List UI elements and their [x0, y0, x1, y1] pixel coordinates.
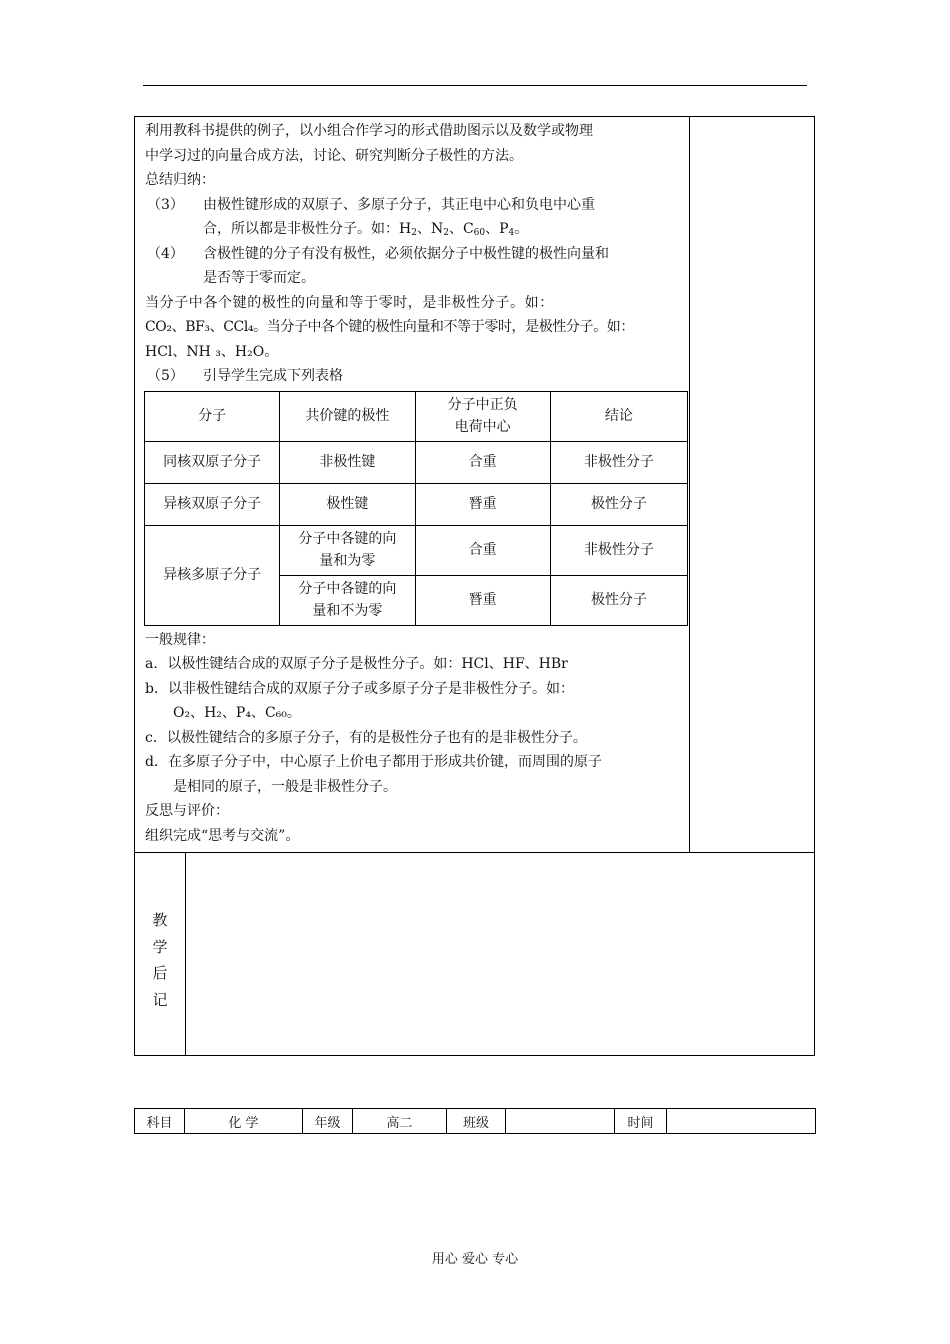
- header-molecule: 分子: [145, 391, 280, 441]
- header-bond-polarity: 共价键的极性: [280, 391, 415, 441]
- formula-n2: $N_2$: [430, 221, 449, 238]
- section-divider: [135, 852, 814, 853]
- subject-label: 科目: [135, 1109, 185, 1134]
- item-3-number: （3）: [147, 196, 184, 213]
- item-4-line-2: 是否等于零而定。: [203, 270, 315, 286]
- item-4-text-1: 含极性键的分子有没有极性，必须依据分子中极性键的极性向量和: [203, 245, 609, 262]
- lesson-plan-table: [134, 116, 815, 1056]
- rule-d-line-2: 是相同的原子，一般是非极性分子。: [173, 778, 397, 795]
- subject-value: 化 学: [185, 1109, 303, 1134]
- time-value: [667, 1109, 816, 1134]
- summary-title: 总结归纳：: [145, 172, 215, 188]
- vector-para-line-1: 当分子中各个键的极性的向量和等于零时，是非极性分子。如：: [145, 294, 554, 311]
- table-cell: 极性分子: [550, 575, 687, 625]
- item-4-line-1: [145, 242, 687, 267]
- table-header-row: [145, 391, 688, 441]
- teaching-content: [145, 119, 687, 848]
- formula-h2: $H_2$: [399, 221, 417, 238]
- table-cell: 非极性键: [280, 441, 415, 483]
- item-3-text-2: 合，所以都是非极性分子。如：: [203, 221, 399, 237]
- vector-para-line-3: HCl、NH ₃、H₂O。: [145, 343, 279, 360]
- header-conclusion: 结论: [550, 391, 687, 441]
- table-cell: 非极性分子: [550, 525, 687, 575]
- time-label: 时间: [615, 1109, 667, 1134]
- intro-line-1: 利用教科书提供的例子，以小组合作学习的形式借助图示以及数学或物理: [145, 123, 593, 139]
- teaching-notes-label: 教 学 后 记: [152, 911, 168, 1009]
- rule-d-line-1: d．在多原子分子中，中心原子上价电子都用于形成共价键，而周围的原子: [145, 754, 602, 770]
- table-cell: 极性分子: [550, 483, 687, 525]
- item-5-line: [145, 364, 687, 389]
- table-row: [145, 441, 688, 483]
- table-cell: 异核双原子分子: [145, 483, 280, 525]
- formula-c60: $C_{60}$: [462, 221, 486, 238]
- grade-label: 年级: [303, 1109, 353, 1134]
- table-cell: 分子中各键的向 量和为零: [280, 525, 415, 575]
- class-label: 班级: [447, 1109, 506, 1134]
- rule-c: c．以极性键结合的多原子分子，有的是极性分子也有的是非极性分子。: [145, 729, 587, 746]
- header-rule: [143, 85, 807, 86]
- header-charge-center: 分子中正负 电荷中心: [415, 391, 550, 441]
- reflection-text: 组织完成“思考与交流”。: [145, 827, 300, 844]
- course-info-table: [134, 1108, 816, 1134]
- item-3-text-1: 由极性键形成的双原子、多原子分子，其正电中心和负电中心重: [203, 196, 595, 213]
- intro-line-2: 中学习过的向量合成方法，讨论、研究判断分子极性的方法。: [145, 147, 523, 164]
- page-footer-slogan: 用心 爱心 专心: [431, 1252, 519, 1267]
- vector-para-line-2: CO₂、BF₃、CCl₄。当分子中各个键的极性向量和不等于零时，是极性分子。如：: [145, 319, 634, 335]
- table-cell: 合重: [415, 525, 550, 575]
- item-3-line-2: 合，所以都是非极性分子。如：$H_2$、$N_2$、$C_{60}$、$P_4$。: [203, 221, 529, 238]
- table-cell: 朁重: [415, 575, 550, 625]
- table-cell: 朁重: [415, 483, 550, 525]
- rule-a: a．以极性键结合成的双原子分子是极性分子。如：HCl、HF、HBr: [145, 656, 568, 672]
- item-5-text: 引导学生完成下列表格: [203, 368, 343, 384]
- reflection-title: 反思与评价：: [145, 803, 229, 819]
- item-3-line-1: [145, 193, 687, 218]
- table-cell: 异核多原子分子: [145, 525, 280, 625]
- table-row: [145, 483, 688, 525]
- rule-b-line-1: b．以非极性键结合成的双原子分子或多原子分子是非极性分子。如：: [145, 680, 574, 697]
- table-cell: 合重: [415, 441, 550, 483]
- label-column-divider: [185, 852, 186, 1056]
- formula-p4: $P_4$: [499, 221, 515, 238]
- table-cell: 非极性分子: [550, 441, 687, 483]
- table-cell: 分子中各键的向 量和不为零: [280, 575, 415, 625]
- table-cell: 极性键: [280, 483, 415, 525]
- grade-value: 高二: [353, 1109, 447, 1134]
- right-column-divider: [689, 117, 690, 853]
- table-cell: 同核双原子分子: [145, 441, 280, 483]
- rule-b-line-2: O₂、H₂、P₄、C₆₀。: [173, 705, 301, 721]
- rules-title: 一般规律：: [145, 631, 215, 648]
- item-4-number: （4）: [147, 245, 184, 262]
- item-5-number: （5）: [147, 368, 184, 384]
- class-value: [506, 1109, 615, 1134]
- molecule-polarity-table: [144, 391, 688, 626]
- table-row: [145, 525, 688, 575]
